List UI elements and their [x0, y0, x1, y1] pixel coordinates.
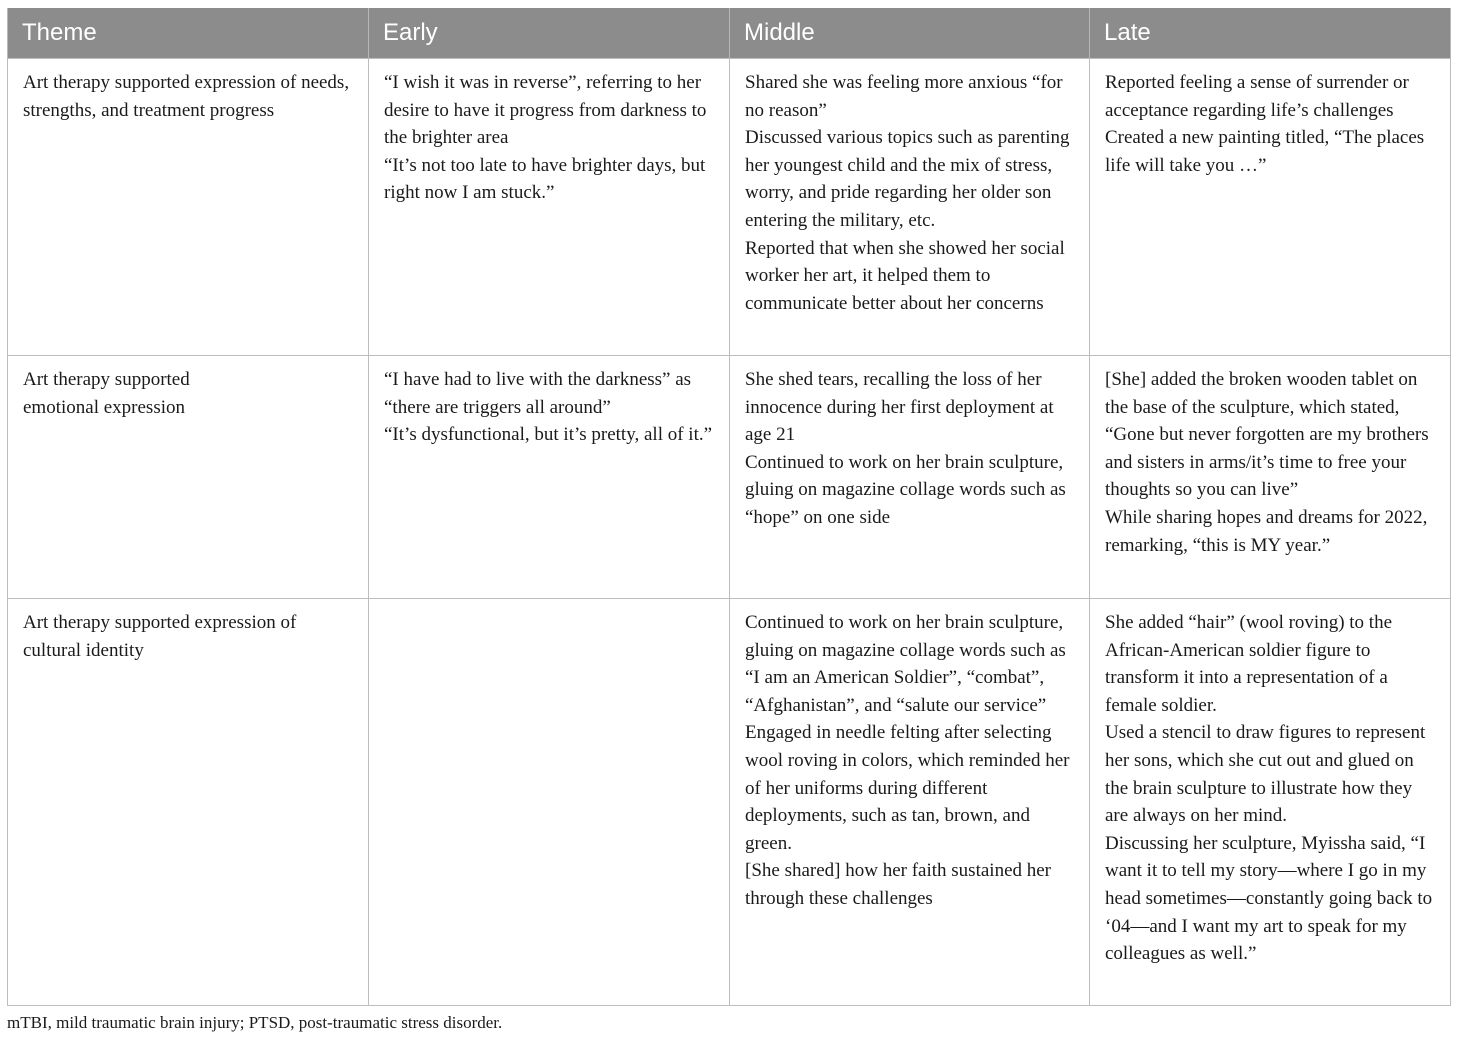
- cell-middle: [730, 59, 1090, 356]
- cell-text: Discussed various topics such as parenting her youngest child and the mix of stress, worry, and pride regarding her older son entering the military, etc.: [745, 127, 1070, 231]
- cell-text: “It’s dysfunctional, but it’s pretty, all of it.”: [384, 424, 713, 446]
- table-row: [8, 599, 1451, 1006]
- cell-text: Reported that when she showed her social worker her art, it helped them to communicate better about her concerns: [745, 237, 1065, 314]
- table-footnote: mTBI, mild traumatic brain injury; PTSD, post-traumatic stress disorder.: [7, 1013, 503, 1032]
- cell-text: “It’s not too late to have brighter days, but right now I am stuck.”: [384, 154, 706, 204]
- cell-theme: [8, 599, 369, 1006]
- table-row: [8, 356, 1451, 599]
- header-early: Early: [369, 8, 730, 59]
- cell-theme: [8, 59, 369, 356]
- cell-theme: [8, 356, 369, 599]
- table-row: [8, 59, 1451, 356]
- header-late: Late: [1090, 8, 1451, 59]
- cell-text: Reported feeling a sense of surrender or acceptance regarding life’s challenges: [1105, 72, 1409, 121]
- cell-late: [1090, 356, 1451, 599]
- themes-table-container: [7, 8, 1450, 1006]
- cell-text: “I wish it was in reverse”, referring to her desire to have it progress from darkness to the brighter area: [384, 72, 707, 149]
- header-middle: Middle: [730, 8, 1090, 59]
- cell-text: emotional expression: [23, 396, 185, 418]
- cell-text: Discussing her sculpture, Myissha said, “I want it to tell my story—where I go in my head sometimes—constantly going back to ‘04—and I want my art to speak for my colleagues as well.”: [1105, 832, 1433, 965]
- cell-early-empty: [369, 599, 730, 1006]
- cell-late: [1090, 59, 1451, 356]
- cell-text: Art therapy supported expression of cultural identity: [23, 612, 297, 661]
- cell-text: Art therapy supported expression of needs, strengths, and treatment progress: [23, 72, 350, 121]
- cell-text: Continued to work on her brain sculpture, gluing on magazine collage words such as “I am an American Soldier”, “combat”, “Afghanistan”, and “salute our service”: [745, 612, 1066, 716]
- cell-text: She shed tears, recalling the loss of her innocence during her first deployment at age 21: [745, 369, 1054, 446]
- cell-text: Continued to work on her brain sculpture, gluing on magazine collage words such as “hope” on one side: [745, 451, 1066, 528]
- cell-text: Shared she was feeling more anxious “for no reason”: [745, 72, 1063, 121]
- cell-middle: [730, 356, 1090, 599]
- cell-text: [She] added the broken wooden tablet on the base of the sculpture, which stated, “Gone but never forgotten are my brothers and sisters in arms/it’s time to free your thoughts so you can live”: [1105, 369, 1429, 501]
- cell-text: She added “hair” (wool roving) to the African-American soldier figure to transform it into a representation of a female soldier.: [1105, 612, 1393, 716]
- cell-middle: [730, 599, 1090, 1006]
- cell-text: Created a new painting titled, “The places life will take you …”: [1105, 127, 1425, 176]
- themes-table: [7, 8, 1451, 1006]
- cell-early: [369, 59, 730, 356]
- cell-text: Used a stencil to draw figures to represent her sons, which she cut out and glued on the brain sculpture to illustrate how they are always on her mind.: [1105, 722, 1426, 827]
- cell-late: [1090, 599, 1451, 1006]
- cell-text: Art therapy supported: [23, 369, 190, 390]
- cell-text: “I have had to live with the darkness” as “there are triggers all around”: [384, 369, 692, 418]
- cell-text: Engaged in needle felting after selecting wool roving in colors, which reminded her of her uniforms during different deployments, such as tan, brown, and green.: [745, 722, 1070, 854]
- cell-text: [She shared] how her faith sustained her through these challenges: [745, 860, 1052, 909]
- cell-text: While sharing hopes and dreams for 2022, remarking, “this is MY year.”: [1105, 506, 1428, 556]
- header-theme: Theme: [8, 8, 369, 59]
- table-header-row: [8, 8, 1451, 59]
- cell-early: [369, 356, 730, 599]
